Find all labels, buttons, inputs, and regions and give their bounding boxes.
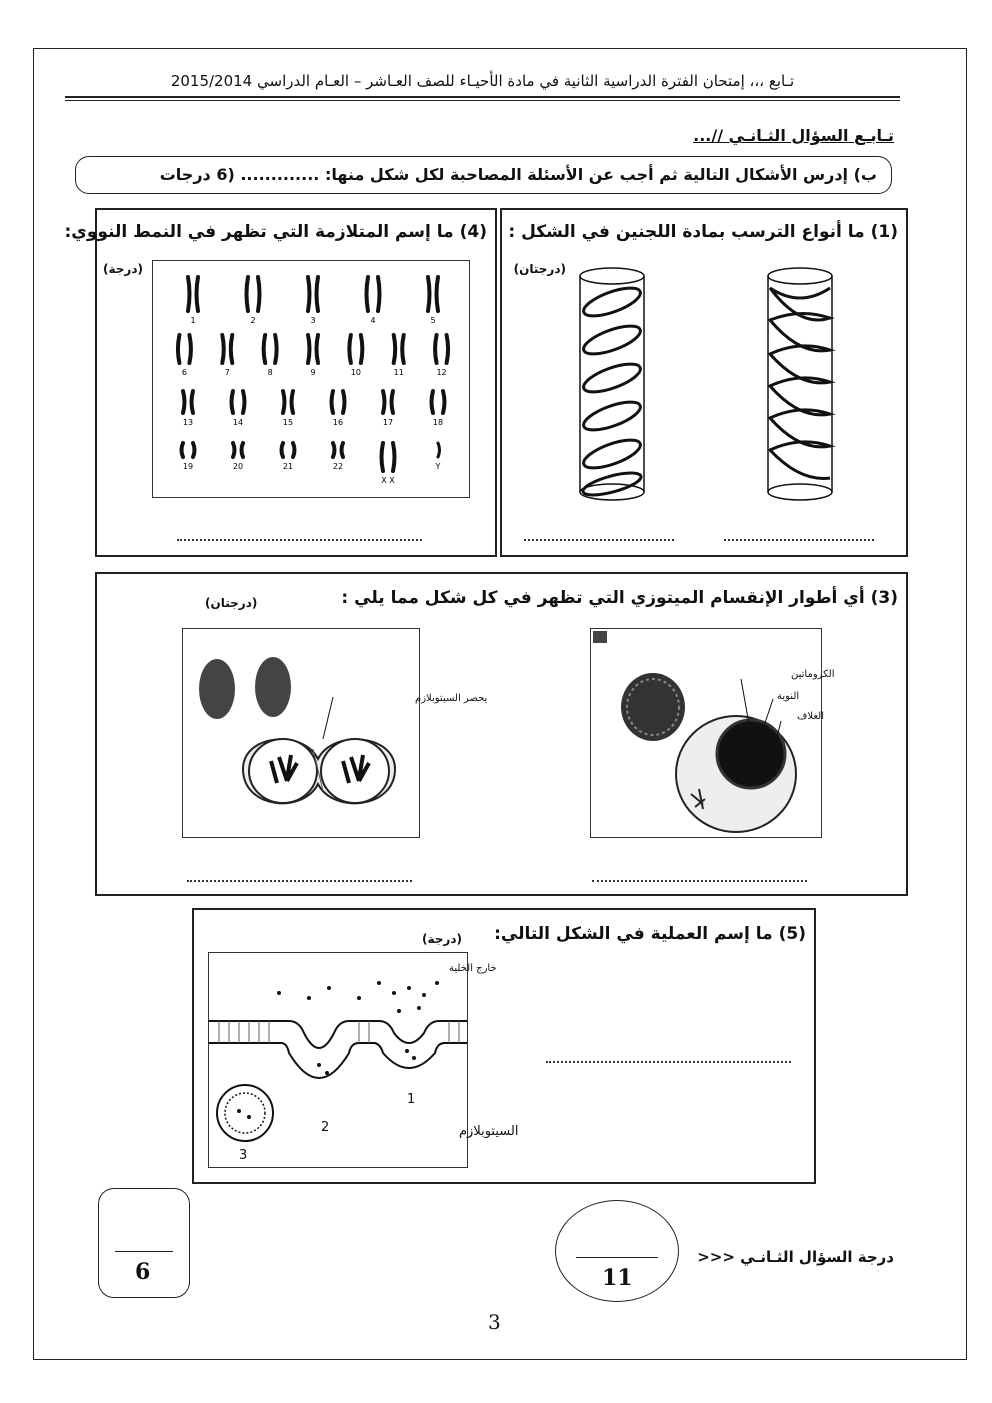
chromosome bbox=[231, 335, 233, 363]
chromosome bbox=[361, 335, 363, 363]
chromosome-pair bbox=[182, 443, 195, 457]
chromosome bbox=[435, 335, 437, 363]
chromosome bbox=[443, 391, 445, 413]
chromosome bbox=[243, 391, 245, 413]
chromosome-number-label: 20 bbox=[232, 462, 244, 471]
chromosome-pair bbox=[428, 277, 438, 311]
chromosome-pair bbox=[222, 335, 232, 363]
chromosome-pair bbox=[233, 443, 243, 457]
chromosome bbox=[308, 277, 310, 311]
step-2-label: 2 bbox=[321, 1120, 330, 1135]
chromosome bbox=[349, 335, 351, 363]
page-number: 3 bbox=[488, 1310, 501, 1334]
endocytosis-figure bbox=[208, 952, 519, 1168]
chromosome bbox=[332, 391, 334, 413]
question-total-value: 11 bbox=[602, 1265, 633, 1291]
chromosome-pair bbox=[438, 443, 440, 457]
chromosome-pair bbox=[264, 335, 277, 363]
chromosome-number-label: 1 bbox=[190, 316, 196, 325]
chromosome bbox=[192, 391, 194, 413]
answer-line bbox=[724, 538, 874, 541]
chromosome-number-label: 15 bbox=[282, 418, 294, 427]
nucleolus-label: النوية bbox=[777, 691, 800, 702]
chromosome bbox=[183, 391, 185, 413]
chromosome-pair bbox=[333, 443, 343, 457]
chromosome bbox=[367, 277, 369, 311]
chromosome-number-label: 11 bbox=[393, 368, 404, 377]
cytoplasm-label: السيتوبلازم bbox=[459, 1124, 519, 1139]
chromosome-pair bbox=[349, 335, 362, 363]
question-5-text: (5) ما إسم العملية في الشكل التالي: bbox=[494, 924, 806, 944]
chromosome bbox=[258, 277, 260, 311]
question-5-grade: (درجة) bbox=[422, 932, 462, 946]
telophase-figure bbox=[182, 628, 488, 838]
question-total-circle bbox=[555, 1200, 679, 1302]
chromosome-number-label: 19 bbox=[182, 462, 194, 471]
question-1-text: (1) ما أنواع الترسب بمادة اللجنين في الشكل : bbox=[508, 222, 898, 242]
chromosome bbox=[182, 443, 184, 457]
chromosome-pair bbox=[367, 277, 380, 311]
cytoplasm-division-label: يحصر السيتوبلازم bbox=[415, 693, 488, 704]
answer-line bbox=[177, 538, 422, 541]
chromosome bbox=[197, 277, 199, 311]
chromosome bbox=[438, 443, 440, 457]
lignin-figure bbox=[542, 260, 862, 510]
chromosome-pair bbox=[435, 335, 448, 363]
chromosome bbox=[264, 335, 266, 363]
question-1-grade: (درجتان) bbox=[513, 262, 566, 276]
chromosome bbox=[283, 391, 285, 413]
chromosome bbox=[233, 443, 235, 457]
exam-header: تـابع ،،، إمتحان الفترة الدراسية الثانية في مادة الأحيـاء للصف العـاشر – العـام الدراسي 2015/2014 bbox=[170, 72, 795, 90]
chromosome-pair bbox=[394, 335, 404, 363]
chromosome-number-label: 13 bbox=[182, 418, 194, 427]
chromosome-number-label: 21 bbox=[282, 462, 294, 471]
chromosome bbox=[342, 443, 344, 457]
outside-cell-label: خارج الخلية bbox=[449, 963, 497, 974]
chromosome-number-label: 4 bbox=[370, 316, 376, 325]
chromosome bbox=[189, 335, 191, 363]
section-title: تـابـع السؤال الثـانـي //... bbox=[693, 126, 894, 145]
chromosome-pair bbox=[308, 335, 318, 363]
page-score-value: 6 bbox=[135, 1259, 151, 1285]
instruction-text: ب) إدرس الأشكال التالية ثم أجب عن الأسئلة المصاحبة لكل شكل منها: ............. (6 درجات bbox=[159, 165, 877, 184]
chromosome-number-label: Y bbox=[435, 462, 441, 471]
chromosome-number-label: 9 bbox=[310, 368, 316, 377]
chromosome-number-label: 17 bbox=[382, 418, 394, 427]
chromosome bbox=[292, 391, 294, 413]
chromosome-number-label: 2 bbox=[250, 316, 256, 325]
prophase-figure bbox=[590, 628, 835, 838]
chromosome-number-label: 12 bbox=[436, 368, 447, 377]
score-line bbox=[576, 1257, 658, 1258]
chromosome-pair bbox=[383, 391, 393, 413]
page-score-box bbox=[98, 1188, 190, 1298]
question-5-box bbox=[192, 908, 816, 1184]
chromosome bbox=[343, 391, 345, 413]
chromosome-pair bbox=[382, 443, 395, 471]
chromosome-number-label: 3 bbox=[310, 316, 316, 325]
chromosome bbox=[222, 335, 224, 363]
spiral-tube bbox=[768, 268, 832, 500]
question-1-box bbox=[500, 208, 908, 557]
chromosome-pair bbox=[178, 335, 191, 363]
instruction-bar bbox=[75, 156, 892, 194]
step-1-label: 1 bbox=[407, 1092, 416, 1107]
chromosome-number-label: 5 bbox=[430, 316, 436, 325]
chromosome-pair bbox=[282, 443, 295, 457]
question-4-grade: (درجة) bbox=[103, 262, 143, 276]
answer-line bbox=[592, 879, 807, 882]
annular-tube bbox=[580, 268, 644, 500]
chromosome bbox=[393, 443, 395, 471]
chromosome-number-label: X X bbox=[381, 476, 395, 485]
chromosome bbox=[447, 335, 449, 363]
chromatin-label: الكروماتين bbox=[791, 669, 835, 680]
step-3-label: 3 bbox=[239, 1148, 248, 1163]
membrane-label: الغلاف bbox=[797, 711, 824, 722]
question-4-text: (4) ما إسم المتلازمة التي تظهر في النمط النووي: bbox=[64, 222, 487, 242]
chromosome-pair bbox=[188, 277, 198, 311]
chromosome bbox=[242, 443, 244, 457]
chromosome-pair bbox=[247, 277, 260, 311]
chromosome bbox=[437, 277, 439, 311]
chromosome bbox=[428, 277, 430, 311]
karyotype-figure bbox=[152, 260, 470, 498]
chromosome-number-label: 6 bbox=[181, 368, 187, 377]
chromosome bbox=[392, 391, 394, 413]
chromosome-pair bbox=[332, 391, 345, 413]
chromosome bbox=[308, 335, 310, 363]
chromosome bbox=[317, 277, 319, 311]
chromosome-number-label: 14 bbox=[232, 418, 244, 427]
question-3-text: (3) أي أطوار الإنقسام الميتوزي التي تظهر في كل شكل مما يلي : bbox=[341, 588, 898, 608]
answer-line bbox=[187, 879, 412, 882]
header-rule bbox=[65, 96, 900, 98]
chromosome-number-label: 16 bbox=[332, 418, 344, 427]
chromosome bbox=[282, 443, 284, 457]
chromosome bbox=[193, 443, 195, 457]
question-4-box bbox=[64, 208, 497, 557]
chromosome bbox=[402, 335, 404, 363]
chromosome-number-label: 8 bbox=[267, 368, 273, 377]
answer-line bbox=[524, 538, 674, 541]
chromosome bbox=[382, 443, 384, 471]
chromosome bbox=[275, 335, 277, 363]
question-total-label: درجة السؤال الثـانـي <<< bbox=[697, 1248, 894, 1266]
question-3-grade: (درجتان) bbox=[205, 596, 258, 610]
chromosome bbox=[333, 443, 335, 457]
chromosome-pair bbox=[308, 277, 318, 311]
chromosome-pair bbox=[432, 391, 445, 413]
chromosome-number-label: 22 bbox=[332, 462, 344, 471]
chromosome bbox=[247, 277, 249, 311]
chromosome-pair bbox=[283, 391, 293, 413]
question-3-box bbox=[95, 572, 908, 896]
chromosome bbox=[378, 277, 380, 311]
chromosome bbox=[232, 391, 234, 413]
chromosome-pair bbox=[232, 391, 245, 413]
chromosome bbox=[188, 277, 190, 311]
chromosome-number-label: 18 bbox=[432, 418, 444, 427]
chromosome bbox=[178, 335, 180, 363]
chromosome bbox=[317, 335, 319, 363]
answer-line bbox=[546, 1060, 791, 1063]
chromosome bbox=[432, 391, 434, 413]
score-line bbox=[115, 1251, 173, 1252]
chromosome-pair bbox=[183, 391, 193, 413]
chromosome-number-label: 7 bbox=[224, 368, 230, 377]
chromosome-number-label: 10 bbox=[350, 368, 361, 377]
chromosome bbox=[394, 335, 396, 363]
chromosome bbox=[293, 443, 295, 457]
header-rule bbox=[65, 100, 900, 101]
chromosome bbox=[383, 391, 385, 413]
